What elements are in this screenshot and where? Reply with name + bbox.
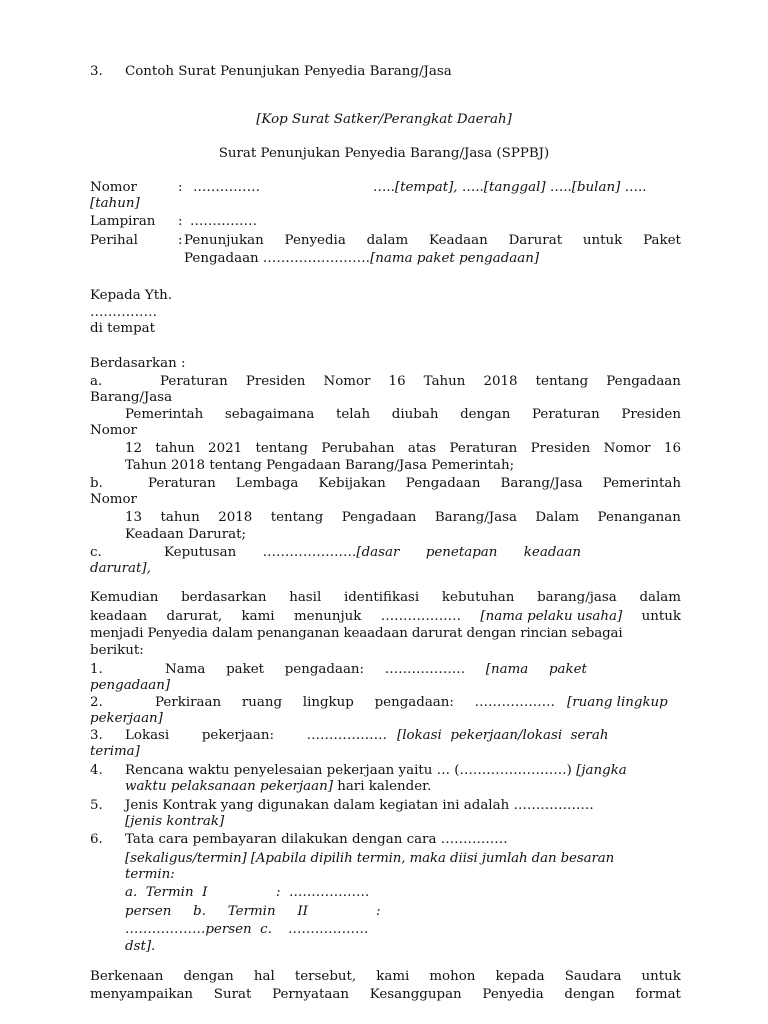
item-6-line1: Tata cara pembayaran dilakukan dengan cara ……………: [125, 832, 508, 847]
kop-placeholder: [Kop Surat Satker/Perangkat Daerah]: [256, 112, 512, 127]
item-b-line2: 13 tahun 2018 tentang Pengadaan Barang/Jasa Dalam Penanganan: [125, 510, 681, 525]
item-6-termin-b: persen b. Termin II: [125, 904, 308, 919]
item-2-italic: [ruang lingkup: [567, 695, 668, 710]
berdasarkan-title: Berdasarkan :: [90, 356, 186, 371]
item-a-label: a.: [90, 374, 103, 389]
item-5-line1: Jenis Kontrak yang digunakan dalam kegiatan ini adalah ………………: [125, 798, 594, 813]
lampiran-label: Lampiran: [90, 214, 156, 229]
item-a-line3: 12 tahun 2021 tentang Perubahan atas Peraturan Presiden Nomor 16: [125, 441, 681, 456]
perihal-line1: Penunjukan Penyedia dalam Keadaan Darurat untuk Paket: [184, 233, 681, 248]
lampiran-dots: ……………: [190, 214, 257, 229]
item-5-number: 5.: [90, 798, 103, 813]
nomor-dots: ……………: [193, 180, 260, 195]
date-tahun: [tahun]: [90, 196, 140, 211]
item-4-line1: Rencana waktu penyelesaian pekerjaan yaitu … (……………………) [jangka: [125, 763, 627, 778]
item-b-label: b.: [90, 476, 103, 491]
item-1-wrap: pengadaan]: [90, 678, 171, 693]
date-line: …..[tempat], …..[tanggal] …..[bulan] …..: [373, 180, 647, 195]
item-3-number: 3.: [90, 728, 103, 743]
berkenaan-line2: menyampaikan Surat Pernyataan Kesanggupan Penyedia dengan format: [90, 987, 681, 1002]
kemudian-line4: berikut:: [90, 643, 144, 658]
item-6-number: 6.: [90, 832, 103, 847]
item-4-line2: waktu pelaksanaan pekerjaan] hari kalender.: [125, 779, 432, 794]
item-6-line2: [sekaligus/termin] [Apabila dipilih termin, maka diisi jumlah dan besaran: [125, 851, 615, 866]
kemudian-line3: menjadi Penyedia dalam penanganan keaadaan darurat dengan rincian sebagai: [90, 626, 623, 641]
item-a-line1: Peraturan Presiden Nomor 16 Tahun 2018 tentang Pengadaan: [160, 374, 681, 389]
item-6-termin-a-value: : ………………: [276, 885, 370, 900]
letter-title: Surat Penunjukan Penyedia Barang/Jasa (SPPBJ): [218, 146, 550, 161]
kepada-yth: Kepada Yth.: [90, 288, 173, 303]
item-1-line1: Nama paket pengadaan: ……………… [nama paket: [165, 662, 587, 677]
item-5-wrap: [jenis kontrak]: [125, 814, 225, 829]
item-a-wrap2: Nomor: [90, 423, 137, 438]
item-3-italic: [lokasi pekerjaan/lokasi serah: [397, 728, 609, 743]
section-number: 3.: [90, 64, 103, 79]
item-6-line3: termin:: [125, 867, 175, 882]
item-2-wrap: pekerjaan]: [90, 711, 163, 726]
item-3-wrap: terima]: [90, 744, 140, 759]
kepada-dots: ……………: [90, 305, 157, 320]
perihal-colon: :: [178, 233, 183, 248]
item-c-wrap: darurat],: [90, 561, 151, 576]
item-6-termin-b-colon: :: [376, 904, 381, 919]
kepada-tempat: di tempat: [90, 321, 156, 336]
item-b-wrap1: Nomor: [90, 492, 137, 507]
nomor-label: Nomor: [90, 180, 137, 195]
item-a-line4: Tahun 2018 tentang Pengadaan Barang/Jasa Pemerintah;: [125, 458, 515, 473]
item-4-number: 4.: [90, 763, 103, 778]
berkenaan-line1: Berkenaan dengan hal tersebut, kami mohon kepada Saudara untuk: [90, 969, 681, 984]
item-6-dst: dst].: [125, 939, 156, 954]
item-c-line1: Keputusan …………………[dasar penetapan keadaan: [164, 545, 581, 560]
item-3-line1: Lokasi pekerjaan: ………………: [125, 728, 387, 743]
perihal-label: Perihal: [90, 233, 138, 248]
kemudian-line2: keadaan darurat, kami menunjuk ……………… [nama pelaku usaha] untuk: [90, 609, 681, 624]
item-6-termin-a: a. Termin I: [125, 885, 208, 900]
item-a-wrap1: Barang/Jasa: [90, 390, 173, 405]
item-a-line2: Pemerintah sebagaimana telah diubah dengan Peraturan Presiden: [125, 407, 681, 422]
nomor-colon: :: [178, 180, 183, 195]
item-6-termin-c-value: ………………: [288, 922, 369, 937]
lampiran-colon: :: [178, 214, 183, 229]
item-6-termin-c: ………………persen c.: [125, 922, 272, 937]
section-title: Contoh Surat Penunjukan Penyedia Barang/Jasa: [125, 64, 452, 79]
item-2-line1: Perkiraan ruang lingkup pengadaan: ………………: [155, 695, 555, 710]
item-2-number: 2.: [90, 695, 103, 710]
item-1-number: 1.: [90, 662, 103, 677]
perihal-line2: Pengadaan ……………………[nama paket pengadaan]: [184, 251, 540, 266]
item-c-label: c.: [90, 545, 102, 560]
item-b-line3: Keadaan Darurat;: [125, 527, 246, 542]
item-b-line1: Peraturan Lembaga Kebijakan Pengadaan Barang/Jasa Pemerintah: [148, 476, 681, 491]
kemudian-line1: Kemudian berdasarkan hasil identifikasi kebutuhan barang/jasa dalam: [90, 590, 681, 605]
